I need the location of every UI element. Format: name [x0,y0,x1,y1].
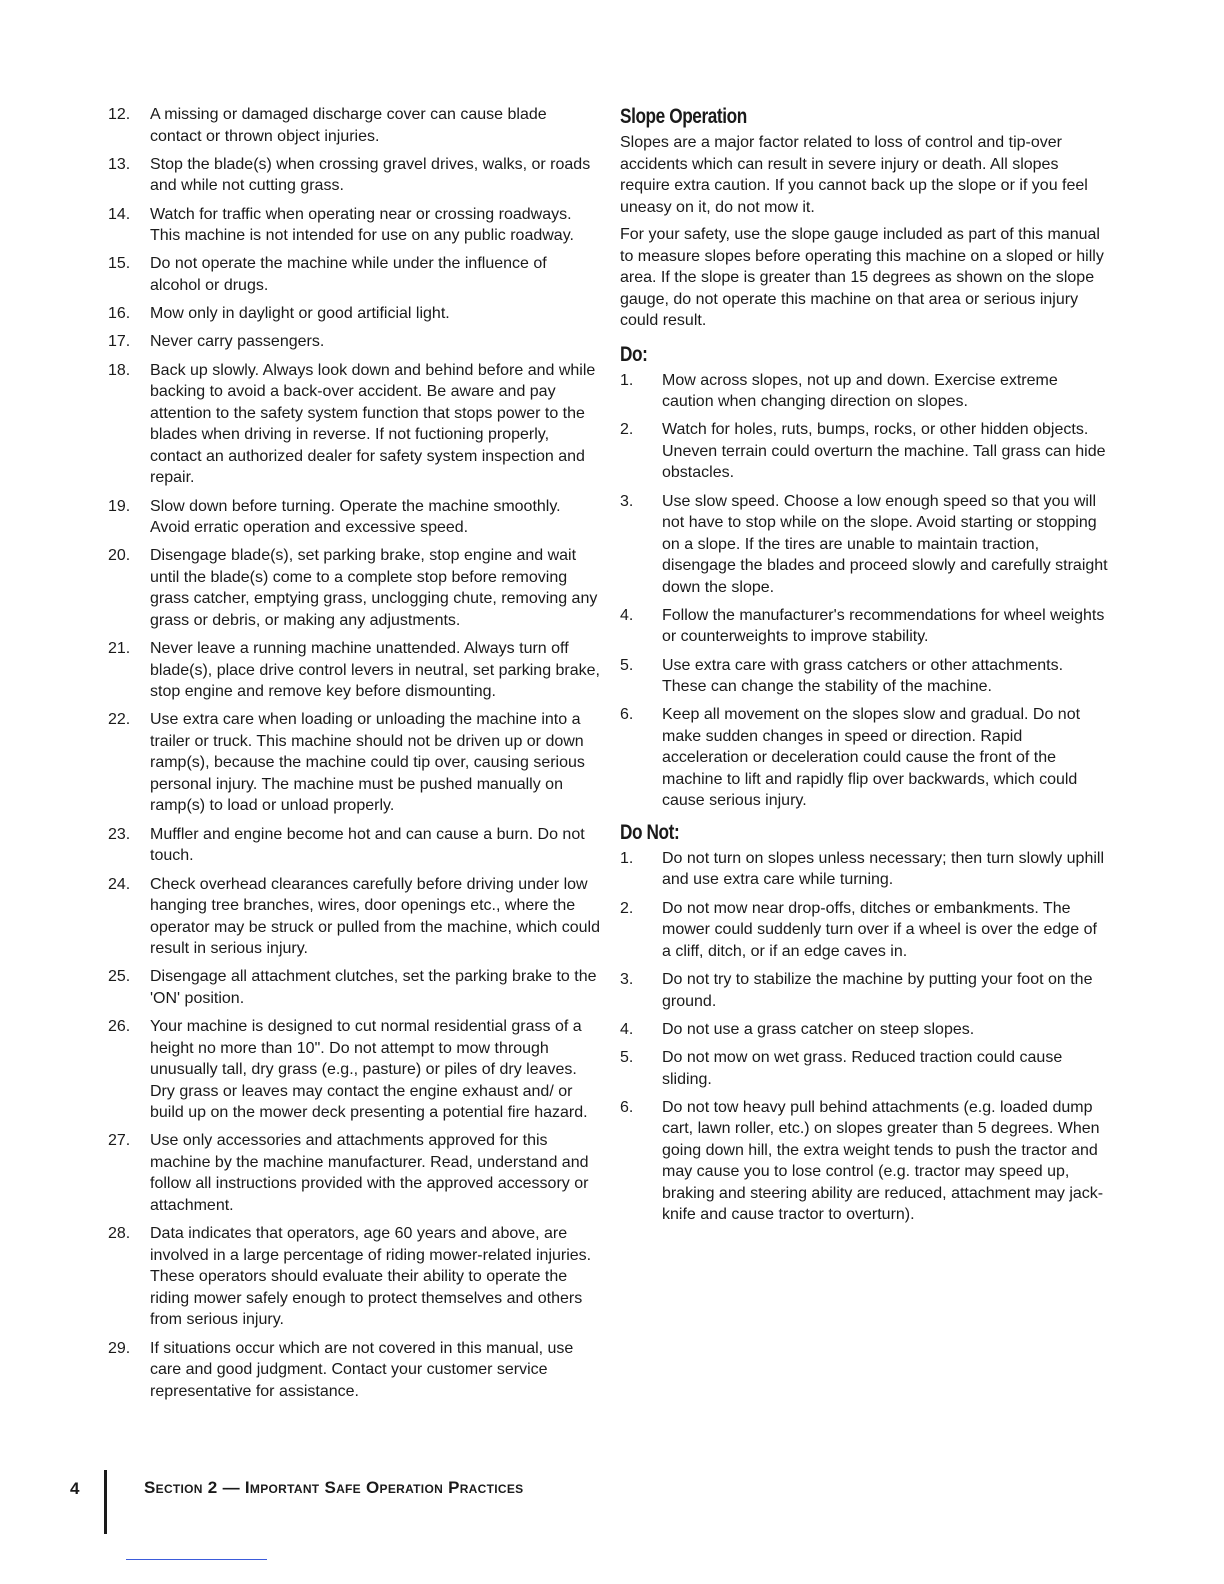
item-number: 28. [108,1225,131,1243]
item-number: 5. [620,1049,634,1067]
item-text: Do not mow near drop-offs, ditches or embankments. The mower could suddenly turn over if a wheel is over the edge of a cliff, ditch, or if an edge caves in. [662,899,1097,960]
item-text: Data indicates that operators, age 60 years and above, are involved in a large percentage of riding mower-related injuries. These operators should evaluate their ability to operate the riding mower safely enough to protect themselves and others from serious injury. [150,1225,592,1329]
list-item [620,969,1110,1012]
item-text: Disengage blade(s), set parking brake, stop engine and wait until the blade(s) come to a complete stop before removing grass catcher, emptying grass, unclogging chute, removing any grass or debris, or making any adjustments. [150,547,598,629]
list-item [108,709,600,817]
item-number: 14. [108,205,131,223]
list-item [108,331,600,353]
item-text: Do not turn on slopes unless necessary; then turn slowly uphill and use extra care while turning. [662,849,1105,889]
item-number: 4. [620,606,634,624]
list-item [108,204,600,247]
list-item [620,1097,1110,1226]
list-item [108,104,600,147]
slope-paragraph-2: For your safety, use the slope gauge included as part of this manual to measure slopes before operating this machine on a sloped or hilly area. If the slope is greater than 15 degrees as shown on the slope gauge, do not operate this machine on that area or serious injury could result. [620,226,1104,329]
list-item [108,253,600,296]
list-item [108,1223,600,1331]
item-number: 24. [108,875,131,893]
item-number: 16. [108,305,131,323]
do-heading: Do: [620,342,648,366]
item-number: 22. [108,711,131,729]
list-item [620,655,1110,698]
section-title: Section 2 — Important Safe Operation Practices [144,1478,524,1497]
item-text: Use only accessories and attachments approved for this machine by the machine manufacturer. Read, understand and follow all instructions provided with the approved accessory or attachment. [150,1132,589,1214]
do-not-heading: Do Not: [620,820,680,844]
item-text: Muffler and engine become hot and can cause a burn. Do not touch. [150,825,585,865]
item-number: 27. [108,1132,131,1150]
item-text: Watch for holes, ruts, bumps, rocks, or other hidden objects. Uneven terrain could overturn the machine. Tall grass can hide obstacles. [662,421,1106,482]
link-underline [126,1559,267,1560]
do-not-list [620,848,1110,1226]
item-text: Follow the manufacturer's recommendations for wheel weights or counterweights to improve stability. [662,606,1105,646]
item-text: Do not mow on wet grass. Reduced traction could cause sliding. [662,1049,1063,1088]
item-text: If situations occur which are not covered in this manual, use care and good judgment. Contact your customer service representative for assistance. [150,1339,574,1400]
list-item [620,370,1110,413]
item-text: Do not try to stabilize the machine by putting your foot on the ground. [662,971,1093,1010]
item-text: Use extra care when loading or unloading the machine into a trailer or truck. This machine should not be driven up or down ramp(s), because the machine could tip over, causing serious personal injury. The machine must be pushed manually on ramp(s) to load or unload properly. [150,711,585,815]
item-text: Check overhead clearances carefully before driving under low hanging tree branches, wires, door openings etc., where the operator may be struck or pulled from the machine, which could result in serious injury. [150,875,600,958]
item-text: Do not tow heavy pull behind attachments (e.g. loaded dump cart, lawn roller, etc.) on slopes greater than 5 degrees. When going down hill, the extra weight tends to push the tractor and may cause you to lose control (e.g. tractor may speed up, braking and steering ability are reduced, attachment may jack-knife and cause tractor to overturn). [662,1098,1104,1224]
item-text: Mow across slopes, not up and down. Exercise extreme caution when changing direction on slopes. [662,371,1058,410]
slope-operation-heading: Slope Operation [620,105,747,128]
item-number: 5. [620,656,634,674]
list-item [108,1130,600,1216]
item-text: Never leave a running machine unattended. Always turn off blade(s), place drive control levers in neutral, set parking brake, stop engine and remove key before dismounting. [150,640,600,701]
list-item [620,1019,1110,1041]
list-item [620,1047,1110,1090]
list-item [108,496,600,539]
item-text: Back up slowly. Always look down and behind before and while backing to avoid a back-over accident. Be aware and pay attention to the safety system function that stops power to the blades when driving in reverse. If not fuctioning properly, contact an authorized dealer for safety system inspection and repair. [150,361,596,487]
item-number: 1. [620,371,634,389]
list-item [620,605,1110,648]
item-number: 6. [620,1098,634,1116]
list-item [108,824,600,867]
left-column [108,104,600,1409]
item-number: 29. [108,1339,131,1357]
item-number: 25. [108,968,131,986]
item-number: 17. [108,333,131,351]
item-text: Your machine is designed to cut normal residential grass of a height no more than 10". Do not attempt to mow through unusually tall, dry grass (e.g., pasture) or piles of dry leaves. Dry grass or leaves may contact the engine exhaust and/ or build up on the mower deck presenting a potential fire hazard. [150,1018,588,1122]
item-number: 2. [620,899,634,917]
item-number: 3. [620,492,634,510]
list-item [620,898,1110,963]
item-number: 6. [620,706,634,724]
item-text: Do not use a grass catcher on steep slopes. [662,1020,975,1038]
list-item [108,874,600,960]
list-item [620,704,1110,812]
list-item [108,638,600,703]
list-item [620,848,1110,891]
item-number: 3. [620,971,634,989]
item-text: Keep all movement on the slopes slow and gradual. Do not make sudden changes in speed or direction. Rapid acceleration or deceleration could cause the front of the machine to lift and rapidly flip over backwards, which could cause serious injury. [662,706,1081,810]
item-text: Slow down before turning. Operate the machine smoothly. Avoid erratic operation and excessive speed. [150,497,561,537]
item-text: Do not operate the machine while under the influence of alcohol or drugs. [150,255,547,294]
item-text: Stop the blade(s) when crossing gravel drives, walks, or roads and while not cutting grass. [150,155,591,195]
item-number: 23. [108,825,131,843]
list-item [620,491,1110,599]
item-text: Never carry passengers. [150,333,325,351]
list-item [108,1338,600,1403]
item-text: Mow only in daylight or good artificial light. [150,305,450,323]
item-number: 15. [108,255,131,273]
right-column [620,104,1110,1233]
list-item [620,419,1110,484]
item-number: 4. [620,1020,634,1038]
footer-divider [104,1470,107,1534]
item-number: 26. [108,1018,131,1036]
item-number: 19. [108,497,131,515]
item-number: 21. [108,640,131,658]
page-number: 4 [70,1479,80,1498]
item-text: A missing or damaged discharge cover can cause blade contact or thrown object injuries. [150,106,547,145]
item-text: Use extra care with grass catchers or other attachments. These can change the stability of the machine. [662,656,1064,696]
list-item [108,303,600,325]
list-item [108,1016,600,1124]
list-item [108,966,600,1009]
list-item [108,154,600,197]
item-number: 1. [620,849,634,867]
item-number: 20. [108,547,131,565]
item-text: Watch for traffic when operating near or crossing roadways. This machine is not intended for use on any public roadway. [150,205,574,245]
item-number: 12. [108,106,131,123]
item-text: Use slow speed. Choose a low enough speed so that you will not have to stop while on the slope. Avoid starting or stopping on a slope. If the tires are unable to maintain traction, disengage the blades and proceed slowly and carefully straight down the slope. [662,492,1108,596]
item-text: Disengage all attachment clutches, set the parking brake to the 'ON' position. [150,968,597,1007]
list-item [108,545,600,631]
do-list [620,370,1110,812]
item-number: 13. [108,155,131,173]
item-number: 2. [620,421,634,439]
page-footer [0,1470,1224,1570]
list-item [108,360,600,489]
slope-paragraph-1: Slopes are a major factor related to loss of control and tip-over accidents which can result in severe injury or death. All slopes require extra caution. If you cannot back up the slope or if you feel uneasy on it, do not mow it. [620,134,1088,216]
item-number: 18. [108,361,131,379]
